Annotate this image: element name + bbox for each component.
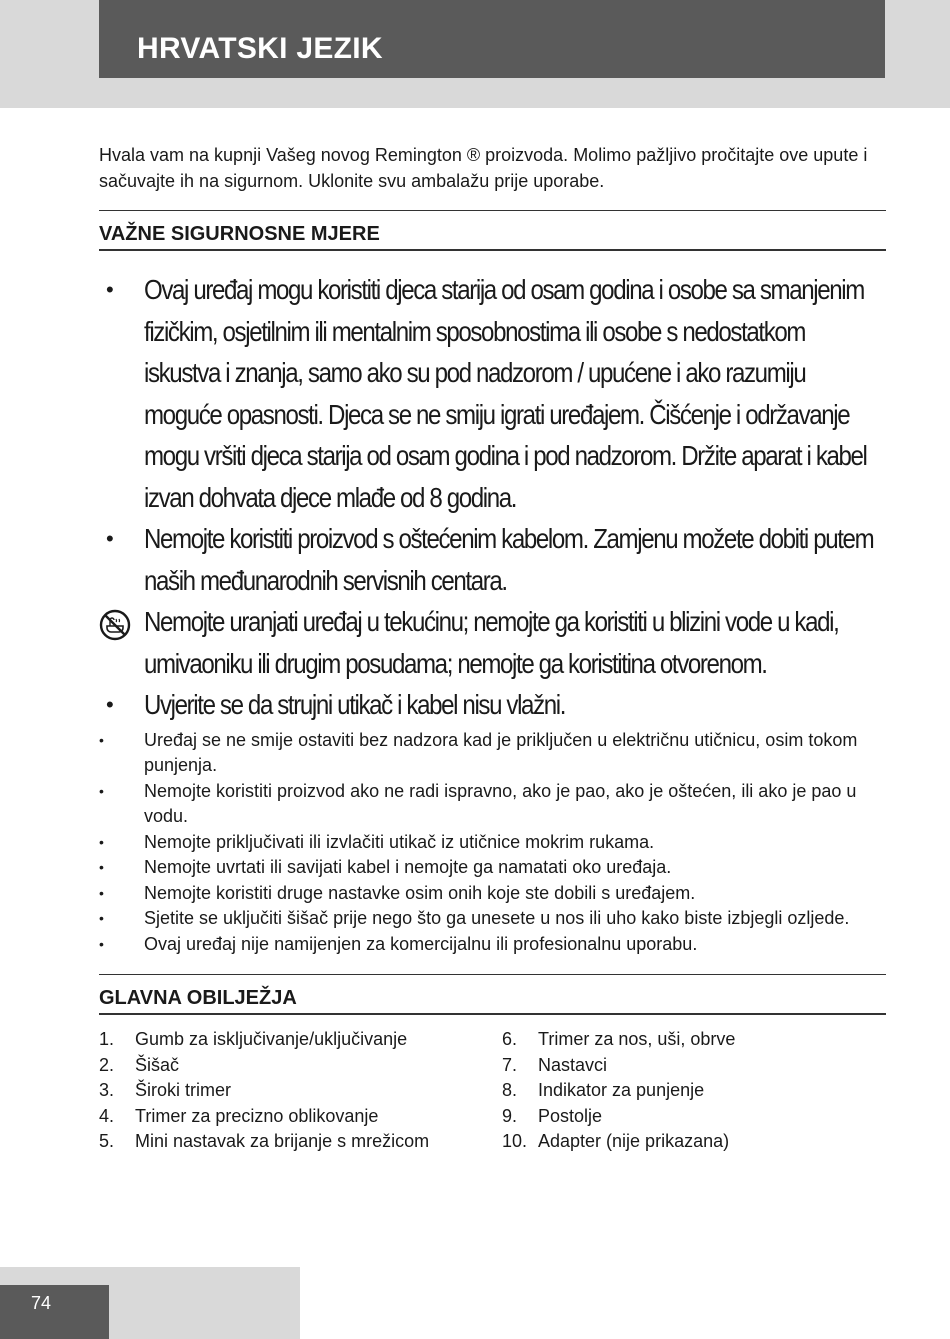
- safety-small-item: • Ovaj uređaj nije namijenjen za komercijalnu ili profesionalnu uporabu.: [99, 933, 698, 954]
- safety-small-item: • Nemojte koristiti druge nastavke osim onih koje ste dobili s uređajem.: [99, 882, 696, 903]
- feature-item: 5. Mini nastavak za brijanje s mrežicom: [99, 1131, 430, 1152]
- safety-big-list: [99, 269, 886, 726]
- safety-small-list: [99, 728, 886, 958]
- feature-item: 7. Nastavci: [502, 1054, 608, 1075]
- feature-item: 1. Gumb za isključivanje/uključivanje: [99, 1029, 408, 1049]
- feature-item: 6. Trimer za nos, uši, obrve: [502, 1029, 736, 1049]
- page-number-box: [0, 1285, 109, 1339]
- main-content: [99, 142, 886, 1167]
- bullet-marker: •: [105, 526, 113, 551]
- feature-item: 2. Šišač: [99, 1054, 180, 1075]
- features-heading: GLAVNA OBILJEŽJA: [99, 974, 886, 1015]
- safety-small-item: • Nemojte uvrtati ili savijati kabel i nemojte ga namatati oko uređaja.: [99, 857, 672, 877]
- bullet-marker: •: [105, 692, 113, 717]
- features-list: [99, 1027, 886, 1167]
- feature-item: 3. Široki trimer: [99, 1080, 232, 1101]
- feature-item: 9. Postolje: [502, 1105, 603, 1126]
- safety-big-item: • Uvjerite se da strujni utikač i kabel nisu vlažni.: [99, 684, 886, 726]
- safety-big-item: • Nemojte koristiti proizvod s oštećenim kabelom. Zamjenu možete dobiti putem naših međunarodnih servisnih centara.: [99, 518, 886, 601]
- safety-heading: VAŽNE SIGURNOSNE MJERE: [99, 210, 886, 251]
- safety-big-item: • Ovaj uređaj mogu koristiti djeca starija od osam godina i osobe sa smanjenim fizičkim, osjetilnim ili mentalnim sposobnostima ili osobe s nedostatkom iskustva i znanja, samo ako su pod nadzorom / upućene i ako razumiju moguće opasnosti. Djeca se ne smiju igrati uređajem. Čišćenje i održavanje mogu vršiti djeca starija od osam godina i pod nadzorom. Držite aparat i kabel izvan dohvata djece mlađe od 8 godina.: [99, 269, 886, 518]
- page-title-box: [99, 0, 885, 78]
- safety-small-item: • Sjetite se uključiti šišač prije nego što ga unesete u nos ili uho kako biste izbjegli ozljede.: [99, 908, 850, 928]
- safety-small-item: • Uređaj se ne smije ostaviti bez nadzora kad je priključen u električnu utičnicu, osim tokom punjenja.: [99, 729, 858, 775]
- page-number: 74: [31, 1293, 52, 1313]
- features-column-2: [502, 1027, 735, 1155]
- intro-paragraph: Hvala vam na kupnji Vašeg novog Remington ® proizvoda. Molimo pažljivo pročitajte ove upute i sačuvajte ih na sigurnom. Uklonite svu ambalažu prije uporabe.: [99, 145, 868, 191]
- feature-item: 8. Indikator za punjenje: [502, 1080, 705, 1101]
- safety-small-item: • Nemojte koristiti proizvod ako ne radi ispravno, ako je pao, ako je oštećen, ili ako je pao u vodu.: [99, 780, 857, 826]
- feature-item: 4. Trimer za precizno oblikovanje: [99, 1105, 379, 1126]
- bullet-marker: •: [105, 277, 113, 302]
- safety-small-item: • Nemojte priključivati ili izvlačiti utikač iz utičnice mokrim rukama.: [99, 831, 655, 852]
- page-title: HRVATSKI JEZIK: [137, 32, 383, 66]
- features-column-1: [99, 1027, 429, 1155]
- safety-big-item: Nemojte uranjati uređaj u tekućinu; nemojte ga koristiti u blizini vode u kadi, umivaoniku ili drugim posudama; nemojte ga koristitina otvorenom.: [99, 601, 886, 684]
- feature-item: 10. Adapter (nije prikazana): [502, 1131, 730, 1152]
- no-water-bath-icon: [99, 609, 131, 653]
